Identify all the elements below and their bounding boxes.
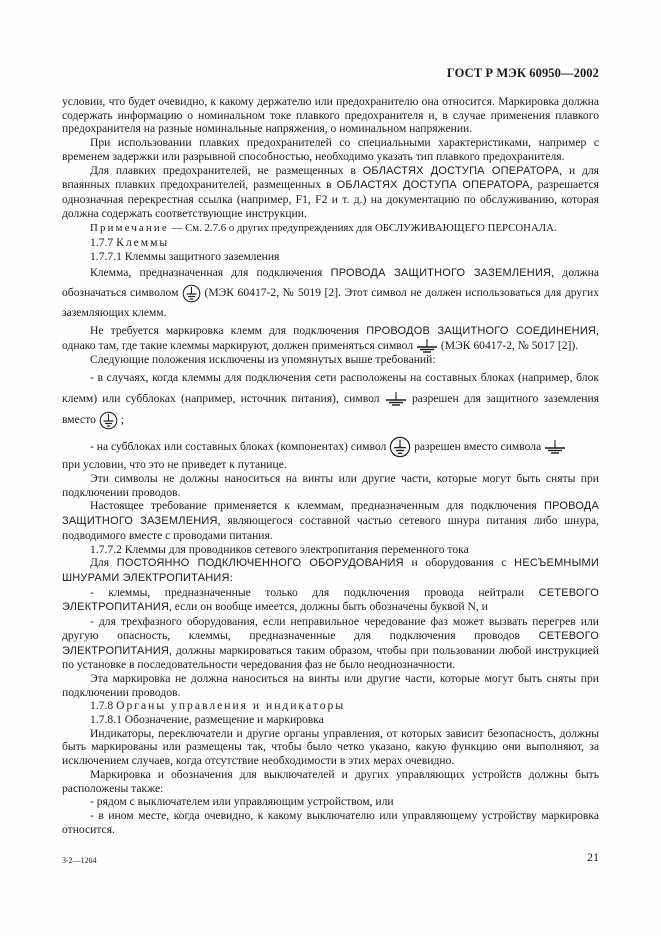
protective-earth-icon	[99, 411, 118, 430]
paragraph-protective-earth-terminal: Клемма, предназначенная для подключения ПРОВОДА ЗАЩИТНОГО ЗАЗЕМЛЕНИЯ, должна обозначаться символом (МЭК 60417-2, № 5019 [2]. Этот символ не должен использоваться для других заземляющих клемм.	[62, 266, 599, 320]
paragraph-bonding-terminal: Не требуется маркировка клемм для подключения ПРОВОДОВ ЗАЩИТНОГО СОЕДИНЕНИЯ, однако там, где такие клеммы маркируют, должен применяться символ (МЭК 60417-2, № 5017 [2]).	[62, 324, 599, 352]
protective-earth-icon	[389, 436, 411, 458]
paragraph-exclusion-terminal-block: - в случаях, когда клеммы для подключения сети расположены на составных блоках (например, блок клемм) или субблоках (например, источник питания), символ разрешен для защитного заземления вместо ;	[62, 367, 599, 430]
section-1-7-7-heading: 1.7.7 Клеммы	[90, 236, 170, 250]
page-body	[62, 95, 599, 836]
paragraph-permanent-equipment: Для ПОСТОЯННО ПОДКЛЮЧЕННОГО ОБОРУДОВАНИЯ и оборудования с НЕСЪЕМНЫМИ ШНУРАМИ ЭЛЕКТРОПИТАНИЯ:	[62, 556, 599, 584]
note: Примечание — См. 2.7.6 о других предупреждениях для ОБСЛУЖИВАЮЩЕГО ПЕРСОНАЛА.	[90, 222, 557, 235]
paragraph-three-phase: - для трехфазного оборудования, если неправильное чередование фаз может вызвать перегрев или другую опасность, клеммы, предназначенные для подключения проводов СЕТЕВОГО ЭЛЕКТРОПИТАНИЯ, должны маркироваться таким образом, чтобы при пользовании любой инструкцией по установке в последовательности чередования фаз не было неоднозначности.	[62, 615, 599, 672]
document-header: ГОСТ Р МЭК 60950—2002	[446, 66, 599, 80]
paragraph-neutral-terminal: - клеммы, предназначенные только для подключения провода нейтрали СЕТЕВОГО ЭЛЕКТРОПИТАНИЯ, если он вообще имеется, должны быть обозначены буквой N, и	[62, 585, 599, 614]
earth-icon	[416, 339, 438, 353]
paragraph-exclusion-subassemblies: - на субблоках или составных блоках (компонентах) символ разрешен вместо символа	[62, 436, 599, 458]
protective-earth-icon	[182, 284, 201, 303]
paragraph-no-confusion: при условии, что это не приведет к путанице.	[62, 458, 287, 472]
paragraph-no-screws: Эти символы не должны наноситься на винты или другие части, которые могут быть сняты при подключении проводов.	[62, 472, 599, 499]
paragraph-cord-terminals: Настоящее требование применяется к клеммам, предназначенным для подключения ПРОВОДА ЗАЩИТНОГО ЗАЗЕМЛЕНИЯ, являющегося составной частью сетевого шнура питания либо шнура, подводимого вместе с проводами питания.	[62, 499, 599, 542]
paragraph-special-fuses: При использовании плавких предохранителей со специальными характеристиками, например с временем задержки или разрывной способностью, необходимо указать тип плавкого предохранителя.	[62, 136, 599, 163]
earth-icon	[385, 392, 407, 406]
list-item-adjacent: - рядом с выключателем или управляющим устройством, или	[90, 795, 394, 809]
paragraph-marking-no-screws: Эта маркировка не должна наноситься на винты или другие части, которые могут быть сняты при подключении проводов.	[62, 671, 599, 699]
paragraph-cross-reference: Для плавких предохранителей, не размещенных в ОБЛАСТЯХ ДОСТУПА ОПЕРАТОРА, и для впаянных плавких предохранителей, размещенных в ОБЛАСТЯХ ДОСТУПА ОПЕРАТОРА, разрешается однозначная перекрестная ссылка (например, F1, F2 и т. д.) на документацию по обслуживанию, которая должна содержать соответствующие инструкции.	[62, 163, 599, 220]
list-item-elsewhere: - в ином месте, когда очевидно, к какому выключателю или управляющему устройству маркировка относится.	[62, 808, 599, 836]
paragraph-control-marking: Маркировка и обозначения для выключателей и других управляющих устройств должны быть расположены также:	[62, 767, 599, 795]
section-1-7-7-2-heading: 1.7.7.2 Клеммы для проводников сетевого электропитания переменного тока	[90, 542, 469, 556]
section-1-7-8-1-heading: 1.7.8.1 Обозначение, размещение и маркировка	[90, 713, 324, 727]
paragraph-indicators: Индикаторы, переключатели и другие органы управления, от которых зависит безопасность, должны быть маркированы или размещены так, чтобы было четко указано, какую функцию они выполняют, за исключением случаев, когда отсутствие необходимости в этих мерах очевидно.	[62, 726, 599, 768]
section-1-7-7-1-heading: 1.7.7.1 Клеммы защитного заземления	[90, 249, 280, 263]
section-1-7-8-heading: 1.7.8 Органы управления и индикаторы	[90, 699, 346, 713]
earth-icon	[544, 440, 566, 454]
page-number: 21	[587, 850, 599, 864]
paragraph-exclusions: Следующие положения исключены из упомянутых выше требований:	[90, 353, 436, 367]
footer-code: 3-2—1204	[62, 856, 97, 865]
paragraph-fuse-marking: условии, что будет очевидно, к какому держателю или предохранителю она относится. Маркировка должна содержать информацию о номинальном токе плавкого предохранителя и, в случае применения плавкого предохранителя на разные номинальные напряжения, о номинальном напряжении.	[62, 95, 599, 136]
